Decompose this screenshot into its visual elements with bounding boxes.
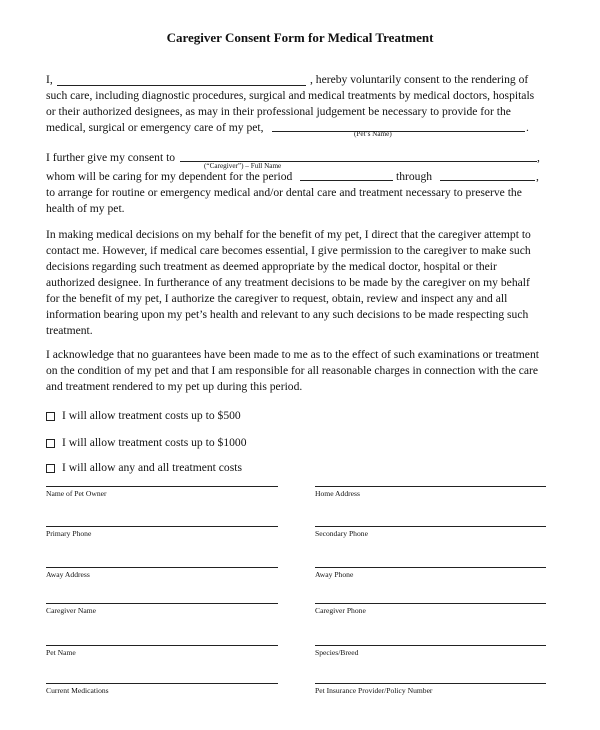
primary-phone-line[interactable] (46, 526, 278, 527)
p2-through: through (396, 170, 433, 183)
field-label-right: Home Address (315, 489, 360, 498)
p1-line3: or their authorized designees, as may in their professional judgement be necessary to provide for the (46, 105, 511, 118)
away-address-line[interactable] (46, 567, 278, 568)
p3-line: for the benefit of my pet, I authorize the caregiver to request, obtain, review and inspect any and all (46, 292, 508, 305)
field-label-left: Pet Name (46, 648, 76, 657)
field-label-left: Away Address (46, 570, 90, 579)
away-phone-line[interactable] (315, 567, 546, 568)
p1-line4: medical, surgical or emergency care of my pet, (46, 121, 264, 134)
p1-line2: such care, including diagnostic procedures, surgical and medical treatments by medical doctors, hospitals (46, 89, 535, 102)
species-breed-line[interactable] (315, 645, 546, 646)
p3-line: treatment. (46, 324, 93, 337)
caregiver-caption: (“Caregiver”) – Full Name (204, 162, 282, 170)
option-any-checkbox[interactable] (46, 464, 55, 473)
p2-line1-end: , (537, 151, 540, 164)
field-label-left: Name of Pet Owner (46, 489, 107, 498)
caregiver-phone-line[interactable] (315, 603, 546, 604)
option-any-label: I will allow any and all treatment costs (62, 461, 242, 474)
p3-line: contact me. However, if medical care becomes essential, I give permission to the caregiver to make such (46, 244, 531, 257)
pet-name-caption: (Pet’s Name) (354, 130, 392, 138)
p2-line3: to arrange for routine or emergency medical and/or dental care and treatment necessary to preserve the (46, 186, 522, 199)
p4-line: on the condition of my pet and that I am responsible for all reasonable charges in connection with the care (46, 364, 539, 377)
option-1000-checkbox[interactable] (46, 439, 55, 448)
p4-line: I acknowledge that no guarantees have been made to me as to the effect of such examinations or treatment (46, 348, 539, 361)
owner-name-blank[interactable] (57, 85, 306, 86)
p1-line4-end: . (526, 121, 529, 134)
field-label-right: Away Phone (315, 570, 354, 579)
form-title: Caregiver Consent Form for Medical Treatment (166, 30, 434, 45)
pet-insurance-line[interactable] (315, 683, 546, 684)
pet-owner-name-line[interactable] (46, 486, 278, 487)
field-label-left: Caregiver Name (46, 606, 96, 615)
field-label-right: Caregiver Phone (315, 606, 366, 615)
field-label-right: Species/Breed (315, 648, 359, 657)
field-label-left: Current Medications (46, 686, 109, 695)
home-address-line[interactable] (315, 486, 546, 487)
option-500-label: I will allow treatment costs up to $500 (62, 409, 241, 422)
field-label-right: Secondary Phone (315, 529, 368, 538)
p2-line1: I further give my consent to (46, 151, 176, 164)
pet-name-blank[interactable] (272, 131, 525, 132)
p3-line: authorized designee. In furtherance of any treatment decisions to be made by the caregiver on my behalf (46, 276, 530, 289)
field-label-left: Primary Phone (46, 529, 92, 538)
p3-line: decisions regarding such treatment as deemed appropriate by the medical doctor, hospital or their (46, 260, 497, 273)
p1-line1: , hereby voluntarily consent to the rendering of (310, 73, 529, 86)
p3-line: In making medical decisions on my behalf for the benefit of my pet, I direct that the caregiver attempt to (46, 228, 531, 241)
field-label-right: Pet Insurance Provider/Policy Number (315, 686, 433, 695)
p2-line2-end: , (536, 170, 539, 183)
current-medications-line[interactable] (46, 683, 278, 684)
period-start-blank[interactable] (300, 180, 393, 181)
p2-line4: health of my pet. (46, 202, 125, 215)
p4-line: and treatment rendered to my pet up during this period. (46, 380, 303, 393)
p3-line: information bearing upon my pet’s health and relevant to any such decisions to be made respecting such (46, 308, 529, 321)
p2-line2: whom will be caring for my dependent for the period (46, 170, 293, 183)
pet-name-line[interactable] (46, 645, 278, 646)
option-500-checkbox[interactable] (46, 412, 55, 421)
p1-lead: I, (46, 73, 53, 86)
caregiver-name-line[interactable] (46, 603, 278, 604)
period-end-blank[interactable] (440, 180, 535, 181)
option-1000-label: I will allow treatment costs up to $1000 (62, 436, 247, 449)
secondary-phone-line[interactable] (315, 526, 546, 527)
